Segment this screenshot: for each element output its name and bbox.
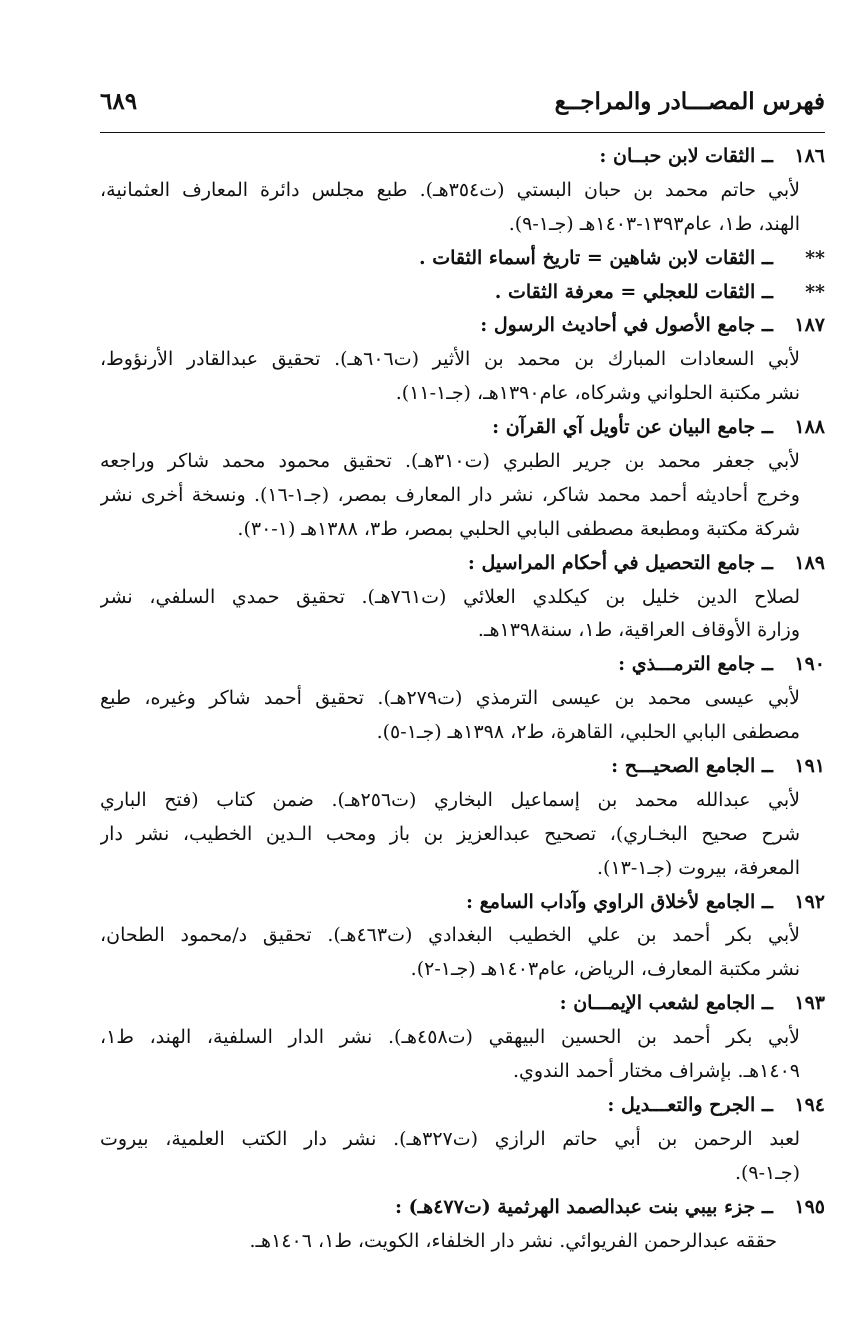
entry-body-line: شرح صحيح البخـاري)، تصحيح عبدالعزيز بن باز ومحب الـدين الخطيب، نشر دار	[100, 822, 800, 845]
entry-title-line	[100, 886, 825, 920]
entry-title-line	[100, 309, 825, 343]
entry-number: ١٩٢	[794, 890, 825, 913]
entry-body-line: لأبي جعفر محمد بن جرير الطبري (ت٣١٠هـ). تحقيق محمود محمد شاكر وراجعه	[100, 450, 800, 473]
entry-body-line: شركة مكتبة ومطبعة مصطفى البابي الحلبي بمصر، ط٣، ١٣٨٨هـ (١-٣٠).	[237, 517, 800, 540]
entry-title: ــ الجرح والتعـــديل :	[607, 1093, 773, 1116]
entry-number: ١٨٩	[794, 551, 825, 574]
entry-body-line: لأبي بكر أحمد بن علي الخطيب البغدادي (ت٤٦٣هـ). تحقيق د/محمود الطحان،	[100, 924, 800, 947]
entry-body-line: (جـ١-٩).	[734, 1161, 800, 1184]
entry-number: ١٩٣	[794, 992, 825, 1015]
entry-title-line	[100, 242, 825, 276]
entry-body-line: وخرج أحاديثه أحمد محمد شاكر، نشر دار المعارف بمصر، (جـ١-١٦). ونسخة أخرى نشر	[100, 483, 800, 506]
entry-title-line	[100, 750, 825, 784]
entry-number: ١٨٧	[794, 314, 825, 337]
entry-title-line	[100, 276, 825, 310]
entry-body-line: نشر مكتبة الحلواني وشركاه، عام١٣٩٠هـ، (جـ١-١١).	[395, 382, 800, 405]
entry-body-line: نشر مكتبة المعارف، الرياض، عام١٤٠٣هـ (جـ١-٢).	[410, 958, 800, 981]
entry-title-line	[100, 648, 825, 682]
bibliography-list	[100, 140, 825, 1258]
entry-body-line: الهند، ط١، عام١٣٩٣-١٤٠٣هـ (جـ١-٩).	[508, 212, 800, 235]
entry-body-line: لأبي السعادات المبارك بن محمد بن الأثير (ت٦٠٦هـ). تحقيق عبدالقادر الأرنؤوط،	[100, 348, 800, 371]
entry-body-line: لعبد الرحمن بن أبي حاتم الرازي (ت٣٢٧هـ). نشر دار الكتب العلمية، بيروت	[100, 1127, 800, 1150]
entry-body-line: لأبي حاتم محمد بن حبان البستي (ت٣٥٤هـ). طبع مجلس دائرة المعارف العثمانية،	[100, 178, 800, 201]
entry-title: ــ جزء بيبي بنت عبدالصمد الهرثمية (ت٤٧٧هـ) :	[394, 1195, 773, 1218]
entry-number: ١٨٨	[794, 416, 825, 439]
entry-title-line	[100, 547, 825, 581]
entry-title-line	[100, 140, 825, 174]
entry-number: ١٩٥	[794, 1195, 825, 1218]
entry-title-line	[100, 1089, 825, 1123]
entry-body-line: ١٤٠٩هـ. بإشراف مختار أحمد الندوي.	[512, 1060, 800, 1083]
entry-title: ــ الجامع لأخلاق الراوي وآداب السامع :	[466, 890, 773, 913]
entry-title: ــ الجامع لشعب الإيمـــان :	[559, 992, 773, 1015]
entry-title-line	[100, 411, 825, 445]
entry-title-line	[100, 1191, 825, 1225]
entry-title: ــ جامع البيان عن تأويل آي القرآن :	[492, 416, 773, 439]
entry-number: ١٩٤	[794, 1093, 825, 1116]
entry-body-line: حققه عبدالرحمن الفريوائي. نشر دار الخلفاء، الكويت، ط١، ١٤٠٦هـ.	[249, 1229, 777, 1252]
entry-title: ــ الثقات لابن حبــان :	[599, 145, 773, 167]
page-number: ٦٨٩	[100, 88, 138, 115]
entry-body-line: لأبي عيسى محمد بن عيسى الترمذي (ت٢٧٩هـ). تحقيق أحمد شاكر وغيره، طبع	[100, 687, 800, 710]
page-header	[100, 86, 825, 126]
entry-number: **	[805, 280, 825, 303]
entry-number: **	[805, 246, 825, 269]
entry-title-line	[100, 987, 825, 1021]
entry-title: ــ جامع الأصول في أحاديث الرسول :	[480, 314, 773, 337]
entry-number: ١٨٦	[794, 145, 825, 167]
entry-body-line: لأبي بكر أحمد بن الحسين البيهقي (ت٤٥٨هـ). نشر الدار السلفية، الهند، ط١،	[100, 1026, 800, 1049]
entry-body-line: لصلاح الدين خليل بن كيكلدي العلائي (ت٧٦١هـ). تحقيق حمدي السلفي، نشر	[100, 585, 800, 608]
entry-body-line: المعرفة، بيروت (جـ١-١٣).	[597, 856, 800, 879]
entry-number: ١٩٠	[794, 653, 825, 676]
entry-title: ــ الثقات للعجلي = معرفة الثقات .	[494, 280, 773, 303]
entry-body-line: مصطفى البابي الحلبي، القاهرة، ط٢، ١٣٩٨هـ (جـ١-٥).	[376, 721, 800, 744]
entry-number: ١٩١	[794, 755, 825, 778]
entry-body-line: لأبي عبدالله محمد بن إسماعيل البخاري (ت٢٥٦هـ). ضمن كتاب (فتح الباري	[100, 788, 800, 811]
entry-title: ــ الثقات لابن شاهين = تاريخ أسماء الثقات .	[419, 246, 773, 269]
entry-title: ــ جامع الترمـــذي :	[618, 653, 773, 676]
entry-body-line: وزارة الأوقاف العراقية، ط١، سنة١٣٩٨هـ.	[477, 619, 800, 642]
header-rule	[100, 132, 825, 133]
running-head-title: فهرس المصـــادر والمراجــع	[554, 88, 825, 115]
entry-title: ــ الجامع الصحيـــح :	[611, 755, 773, 778]
entry-title: ــ جامع التحصيل في أحكام المراسيل :	[467, 551, 773, 574]
